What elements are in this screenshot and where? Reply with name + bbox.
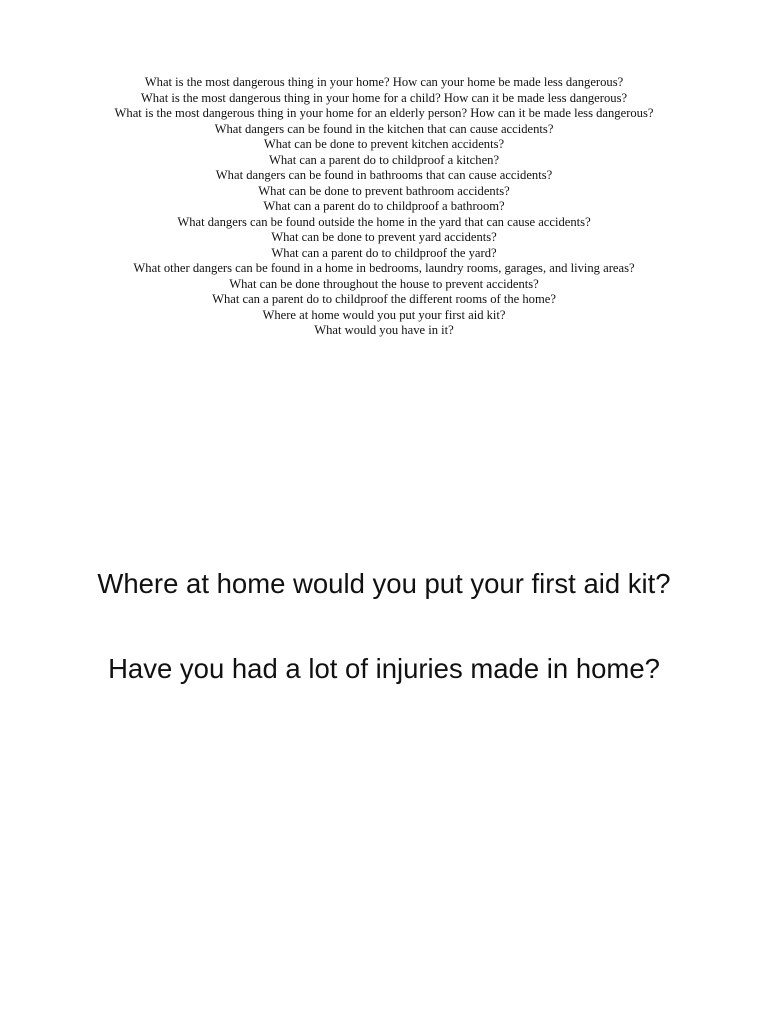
question-item: What dangers can be found outside the home in the yard that can cause accidents?: [177, 214, 591, 229]
question-item: What can a parent do to childproof a kitchen?: [268, 152, 500, 167]
question-item: What can be done to prevent yard accidents?: [271, 230, 497, 244]
question-item: What can be done to prevent bathroom accidents?: [258, 183, 510, 198]
question-item: What can a parent do to childproof the yard?: [271, 245, 497, 260]
question-item: What can be done to prevent kitchen accidents?: [263, 137, 505, 151]
question-item: What can a parent do to childproof a bathroom?: [263, 199, 505, 213]
question-item: What is the most dangerous thing in your home for a child? How can it be made less dangerous?: [140, 90, 628, 105]
featured-question-injuries: Have you had a lot of injuries made in home?: [108, 653, 660, 684]
question-item: What is the most dangerous thing in your home? How can your home be made less dangerous?: [144, 75, 624, 89]
question-item: What is the most dangerous thing in your home for an elderly person? How can it be made less dangerous?: [114, 106, 654, 120]
question-item: What other dangers can be found in a home in bedrooms, laundry rooms, garages, and living areas?: [133, 261, 635, 275]
question-item: What dangers can be found in the kitchen that can cause accidents?: [214, 121, 554, 136]
question-item: Where at home would you put your first aid kit?: [262, 307, 506, 322]
question-item: What can a parent do to childproof the different rooms of the home?: [212, 292, 556, 306]
question-item: What would you have in it?: [314, 323, 454, 337]
question-item: What dangers can be found in bathrooms that can cause accidents?: [215, 168, 553, 182]
featured-question-first-aid-kit: Where at home would you put your first aid kit?: [97, 568, 671, 599]
question-item: What can be done throughout the house to prevent accidents?: [229, 276, 539, 291]
question-list: [0, 75, 768, 339]
